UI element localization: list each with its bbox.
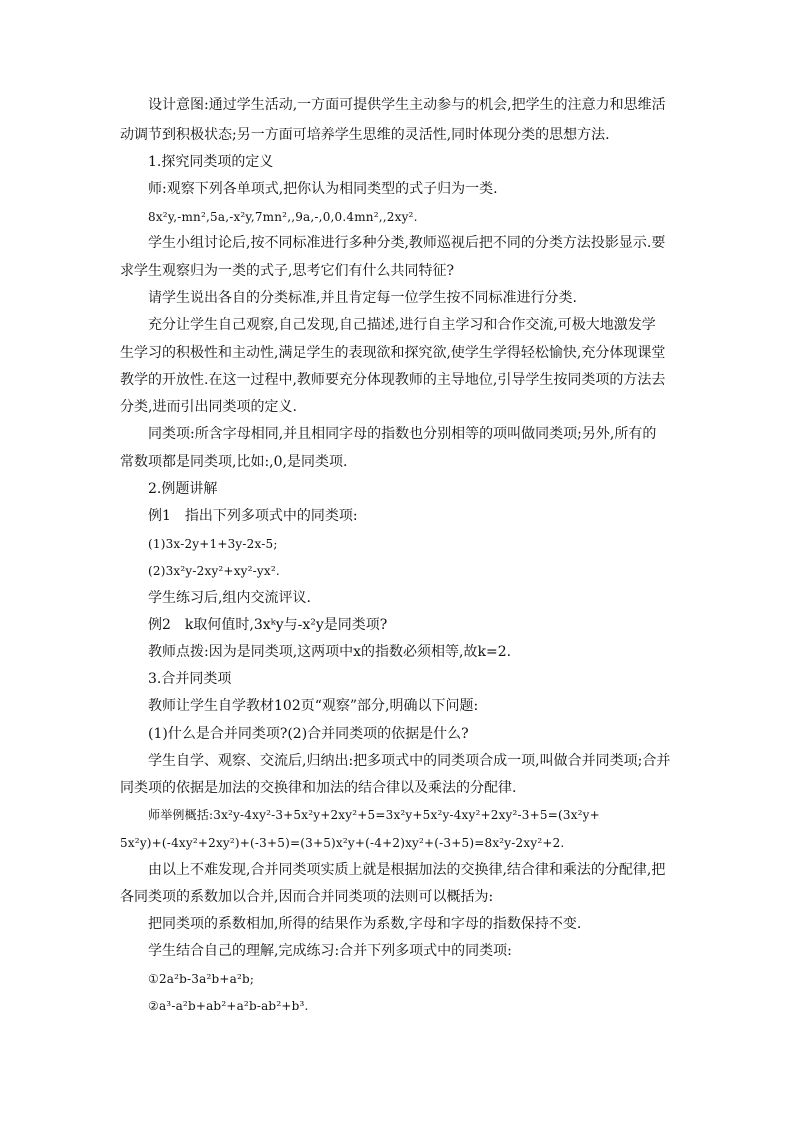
definition-like-terms: 同类项:所含字母相同,并且相同字母的指数也分别相等的项叫做同类项;另外,所有的: [148, 426, 657, 442]
paragraph-summary-cont: 同类项的依据是加法的交换律和加法的结合律以及乘法的分配律.: [120, 780, 517, 796]
paragraph-classification: 请学生说出各自的分类标准,并且肯定每一位学生按不同标准进行分类.: [148, 290, 577, 306]
example-1-item-1: (1)3x-2y+1+3y-2x-5;: [148, 537, 278, 551]
paragraph-observation-cont-2: 教学的开放性.在这一过程中,教师要充分体现教师的主导地位,引导学生按同类项的方法去: [120, 372, 666, 388]
paragraph-group-discussion-cont: 求学生观察归为一类的式子,思考它们有什么共同特征?: [120, 263, 454, 279]
exercise-item-1: ①2a²b-3a²b+a²b;: [148, 972, 255, 986]
exercise-item-2: ②a³-a²b+ab²+a²b-ab²+b³.: [148, 999, 309, 1013]
paragraph-practice-review: 学生练习后,组内交流评议.: [148, 590, 311, 606]
teacher-hint: 教师点拨:因为是同类项,这两项中x的指数必须相等,故k=2.: [148, 644, 512, 660]
paragraph-self-study: 教师让学生自学教材102页“观察”部分,明确以下问题:: [148, 698, 479, 714]
rule-statement: 把同类项的系数相加,所得的结果作为系数,字母和字母的指数保持不变.: [148, 916, 582, 932]
worked-example-line-1: 师举例概括:3x²y-4xy²-3+5x²y+2xy²+5=3x²y+5x²y-4xy²+2xy²-3+5=(3x²y+: [148, 808, 600, 822]
section-heading-3: 3.合并同类项: [148, 671, 232, 687]
worked-example-line-2: 5x²y)+(-4xy²+2xy²)+(-3+5)=(3+5)x²y+(-4+2)xy²+(-3+5)=8x²y-2xy²+2.: [120, 836, 565, 850]
paragraph-essence-cont: 各同类项的系数加以合并,因而合并同类项的法则可以概括为:: [120, 889, 494, 905]
paragraph-summary: 学生自学、观察、交流后,归纳出:把多项式中的同类项合成一项,叫做合并同类项;合并: [148, 753, 671, 769]
paragraph-observation-cont-1: 生学习的积极性和主动性,满足学生的表现欲和探究欲,使学生学得轻松愉快,充分体现课堂: [120, 345, 666, 361]
paragraph-design-intent: 设计意图:通过学生活动,一方面可提供学生主动参与的机会,把学生的注意力和思维活: [148, 97, 666, 113]
example-2-title: 例2 k取何值时,3xᵏy与-x²y是同类项?: [148, 617, 388, 633]
paragraph-design-intent-cont: 动调节到积极状态;另一方面可培养学生思维的灵活性,同时体现分类的思想方法.: [120, 127, 610, 143]
exercise-intro: 学生结合自己的理解,完成练习:合并下列多项式中的同类项:: [148, 943, 512, 959]
study-questions: (1)什么是合并同类项?(2)合并同类项的依据是什么?: [148, 726, 469, 742]
paragraph-essence: 由以上不难发现,合并同类项实质上就是根据加法的交换律,结合律和乘法的分配律,把: [148, 862, 666, 878]
section-heading-2: 2.例题讲解: [148, 481, 218, 497]
definition-like-terms-cont: 常数项都是同类项,比如:,0,是同类项.: [120, 454, 348, 470]
teacher-instruction: 师:观察下列各单项式,把你认为相同类型的式子归为一类.: [148, 181, 498, 197]
paragraph-observation: 充分让学生自己观察,自己发现,自己描述,进行自主学习和合作交流,可极大地激发学: [148, 317, 656, 333]
example-1-title: 例1 指出下列多项式中的同类项:: [148, 508, 358, 524]
paragraph-observation-cont-3: 分类,进而引出同类项的定义.: [120, 399, 297, 415]
monomial-list: 8x²y,-mn²,5a,-x²y,7mn²,,9a,-,0,0.4mn²,,2xy².: [148, 210, 418, 224]
section-heading-1: 1.探究同类项的定义: [148, 154, 274, 170]
paragraph-group-discussion: 学生小组讨论后,按不同标准进行多种分类,教师巡视后把不同的分类方法投影显示.要: [148, 235, 666, 251]
example-1-item-2: (2)3x²y-2xy²+xy²-yx².: [148, 564, 280, 578]
